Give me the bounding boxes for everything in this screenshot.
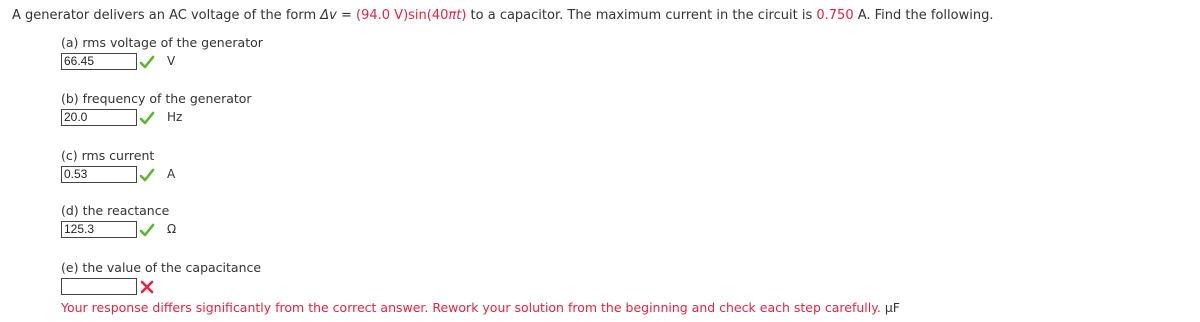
part-e-unit: μF: [884, 300, 900, 315]
part-e-answer-input[interactable]: [61, 278, 137, 295]
part-c-unit: A: [167, 167, 176, 181]
check-icon: [139, 222, 155, 238]
check-icon: [139, 167, 155, 183]
part-d-unit: Ω: [167, 222, 177, 236]
part-a-unit: V: [167, 54, 176, 68]
problem-text-pre: A generator delivers an AC voltage of the form: [12, 8, 321, 23]
cross-icon: [139, 279, 155, 295]
part-c-label: (c) rms current: [61, 148, 155, 163]
max-current-value: 0.750: [816, 8, 854, 23]
part-a-label: (a) rms voltage of the generator: [61, 35, 263, 50]
check-icon: [139, 110, 155, 126]
part-e: [61, 260, 900, 315]
problem-text-post: A. Find the following.: [853, 8, 994, 23]
part-d: [61, 203, 177, 241]
problem-statement: [12, 8, 993, 23]
part-a: [61, 35, 263, 73]
part-e-feedback: [61, 300, 900, 315]
part-b-label: (b) frequency of the generator: [61, 91, 252, 106]
part-b: [61, 91, 252, 129]
part-b-answer-input[interactable]: [61, 109, 137, 126]
feedback-message: Your response differs significantly from the correct answer. Rework your solution from the beginning and check each step carefully.: [61, 300, 881, 315]
part-c: [61, 148, 176, 186]
part-b-unit: Hz: [167, 110, 183, 124]
voltage-expression: [356, 8, 466, 23]
part-d-label: (d) the reactance: [61, 203, 170, 218]
delta-v: Δv: [320, 8, 337, 23]
expr-pi-t: πt: [448, 8, 462, 23]
check-icon: [139, 54, 155, 70]
expr-a: (94.0 V)sin(40: [356, 8, 449, 23]
expr-b: ): [461, 8, 467, 23]
part-a-answer-input[interactable]: [61, 53, 137, 70]
part-c-answer-input[interactable]: [61, 166, 137, 183]
part-e-label: (e) the value of the capacitance: [61, 260, 262, 275]
equals: =: [336, 8, 357, 23]
part-d-answer-input[interactable]: [61, 221, 137, 238]
problem-text-mid: to a capacitor. The maximum current in the circuit is: [466, 8, 817, 23]
